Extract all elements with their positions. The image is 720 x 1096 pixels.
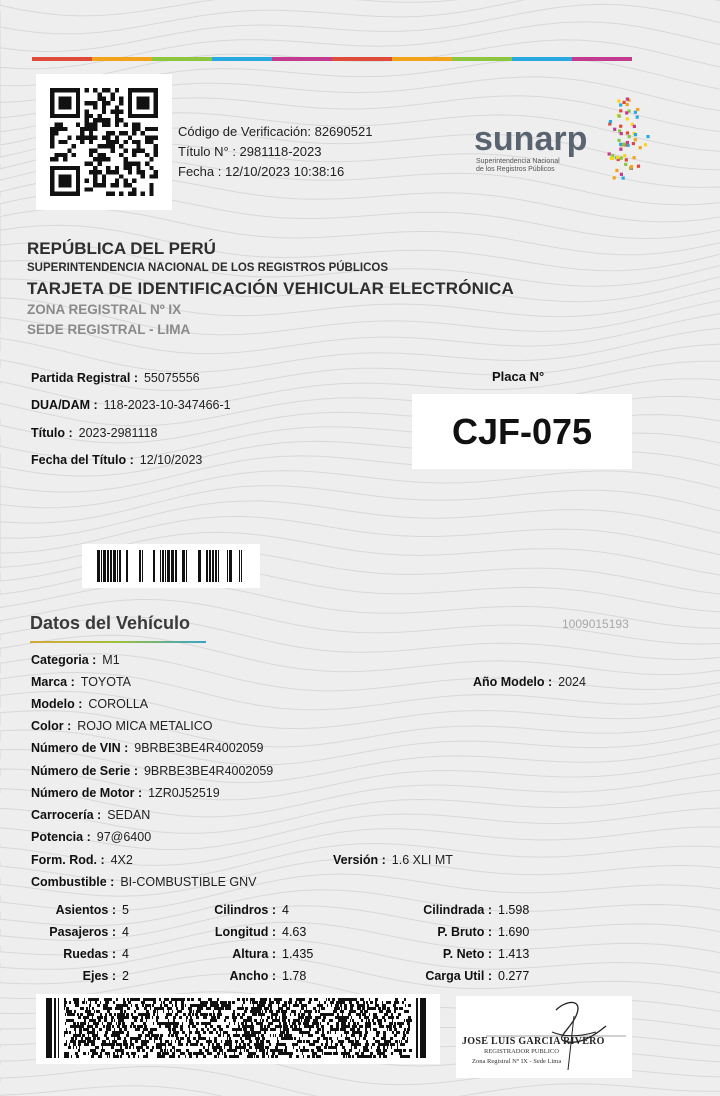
verification-date: Fecha : 12/10/2023 10:38:16 — [178, 164, 345, 179]
combustible-row — [31, 875, 256, 889]
pdf417-barcode — [36, 994, 440, 1064]
peso-neto-value: 1.413 — [498, 947, 530, 961]
color-value: ROJO MICA METALICO — [77, 719, 213, 733]
cilindros-row — [186, 903, 289, 917]
cilindros-label: Cilindros : — [214, 903, 276, 917]
motor-value: 1ZR0J52519 — [148, 786, 220, 800]
anio-modelo-label: Año Modelo : — [473, 675, 553, 689]
sunarp-logo — [470, 90, 650, 186]
carroceria-value: SEDAN — [107, 808, 151, 822]
dua-row — [31, 398, 231, 412]
potencia-row — [31, 830, 151, 844]
signature-stamp — [456, 996, 632, 1078]
version-value: 1.6 XLI MT — [391, 853, 453, 867]
color-stripe — [32, 57, 632, 61]
peso-neto-label: P. Neto : — [442, 947, 492, 961]
placa-label: Placa N° — [492, 369, 545, 384]
cilindrada-value: 1.598 — [498, 903, 530, 917]
vehicle-section-title: Datos del Vehículo — [30, 613, 191, 633]
cilindrada-label: Cilindrada : — [423, 903, 492, 917]
qr-code — [36, 74, 172, 210]
ejes-row — [20, 969, 129, 983]
combustible-value: BI-COMBUSTIBLE GNV — [120, 875, 257, 889]
carga-util-value: 0.277 — [498, 969, 530, 983]
placa-value: CJF-075 — [451, 410, 593, 452]
dua-value: 118-2023-10-347466-1 — [103, 398, 231, 412]
registry-seat: SEDE REGISTRAL - LIMA — [27, 322, 191, 337]
potencia-label: Potencia : — [31, 830, 91, 844]
categoria-value: M1 — [102, 653, 120, 667]
vin-row — [31, 741, 264, 755]
section-underline — [30, 641, 206, 643]
longitud-row — [186, 925, 306, 939]
pasajeros-label: Pasajeros : — [49, 925, 116, 939]
longitud-value: 4.63 — [282, 925, 307, 939]
pasajeros-value: 4 — [122, 925, 129, 939]
carga-util-row — [396, 969, 529, 983]
altura-row — [186, 947, 313, 961]
signatory-role: REGISTRADOR PUBLICO — [484, 1048, 559, 1055]
ancho-row — [186, 969, 306, 983]
form-rod-value: 4X2 — [110, 853, 133, 867]
cilindros-value: 4 — [282, 903, 289, 917]
verification-code: Código de Verificación: 82690521 — [178, 124, 373, 139]
peso-neto-row — [396, 947, 529, 961]
altura-value: 1.435 — [282, 947, 314, 961]
peso-bruto-value: 1.690 — [498, 925, 530, 939]
agency-heading: SUPERINTENDENCIA NACIONAL DE LOS REGISTROS PÚBLICOS — [27, 262, 389, 274]
asientos-value: 5 — [122, 903, 129, 917]
ruedas-row — [20, 947, 129, 961]
vin-label: Número de VIN : — [31, 741, 129, 755]
signatory-name: JOSE LUIS GARCIA RIVERO — [462, 1036, 605, 1047]
verification-title-number: Título N° : 2981118-2023 — [178, 144, 322, 159]
document-title: TARJETA DE IDENTIFICACIÓN VEHICULAR ELECTRÓNICA — [27, 279, 514, 298]
ruedas-label: Ruedas : — [63, 947, 116, 961]
motor-row — [31, 786, 220, 800]
ruedas-value: 4 — [122, 947, 129, 961]
modelo-row — [31, 697, 148, 711]
verification-block — [178, 122, 372, 182]
serie-value: 9BRBE3BE4R4002059 — [143, 764, 274, 778]
signatory-zone: Zona Registral N° IX - Sede Lima — [472, 1058, 562, 1065]
asientos-label: Asientos : — [55, 903, 116, 917]
altura-label: Altura : — [232, 947, 276, 961]
marca-value: TOYOTA — [80, 675, 132, 689]
titulo-label: Título : — [31, 426, 73, 440]
dua-label: DUA/DAM : — [31, 398, 98, 412]
partida-label: Partida Registral : — [31, 371, 138, 385]
fecha-titulo-row — [31, 453, 202, 467]
small-barcode — [82, 544, 260, 588]
potencia-value: 97@6400 — [96, 830, 152, 844]
serie-row — [31, 764, 273, 778]
version-row — [333, 853, 453, 867]
form-rod-row — [31, 853, 133, 867]
fecha-titulo-value: 12/10/2023 — [139, 453, 203, 467]
partida-row — [31, 371, 200, 385]
peso-bruto-label: P. Bruto : — [437, 925, 492, 939]
logo-subtitle-line2: de los Registros Públicos — [476, 166, 555, 173]
vin-value: 9BRBE3BE4R4002059 — [134, 741, 264, 755]
ejes-value: 2 — [122, 969, 129, 983]
placa-box — [412, 394, 632, 469]
anio-modelo-value: 2024 — [558, 675, 586, 689]
registry-zone: ZONA REGISTRAL Nº IX — [27, 302, 182, 317]
carga-util-label: Carga Util : — [425, 969, 492, 983]
logo-subtitle-line1: Superintendencia Nacional — [476, 158, 560, 165]
asientos-row — [20, 903, 129, 917]
ancho-value: 1.78 — [282, 969, 307, 983]
ancho-label: Ancho : — [229, 969, 276, 983]
cilindrada-row — [396, 903, 529, 917]
color-label: Color : — [31, 719, 72, 733]
marca-row — [31, 675, 131, 689]
serie-label: Número de Serie : — [31, 764, 138, 778]
reference-number: 1009015193 — [562, 617, 629, 631]
pasajeros-row — [20, 925, 129, 939]
categoria-row — [31, 653, 120, 667]
partida-value: 55075556 — [143, 371, 200, 385]
marca-label: Marca : — [31, 675, 75, 689]
version-label: Versión : — [333, 853, 386, 867]
form-rod-label: Form. Rod. : — [31, 853, 105, 867]
combustible-label: Combustible : — [31, 875, 115, 889]
ejes-label: Ejes : — [82, 969, 116, 983]
motor-label: Número de Motor : — [31, 786, 143, 800]
carroceria-label: Carrocería : — [31, 808, 102, 822]
categoria-label: Categoria : — [31, 653, 97, 667]
titulo-value: 2023-2981118 — [78, 426, 158, 440]
anio-modelo-row — [473, 675, 586, 689]
logo-subtitle — [476, 158, 586, 174]
carroceria-row — [31, 808, 150, 822]
longitud-label: Longitud : — [214, 925, 276, 939]
peso-bruto-row — [396, 925, 529, 939]
logo-wordmark: sunarp — [474, 120, 588, 158]
titulo-row — [31, 426, 157, 440]
color-row — [31, 719, 212, 733]
modelo-value: COROLLA — [88, 697, 149, 711]
country-heading: REPÚBLICA DEL PERÚ — [27, 239, 216, 258]
modelo-label: Modelo : — [31, 697, 83, 711]
fecha-titulo-label: Fecha del Título : — [31, 453, 134, 467]
